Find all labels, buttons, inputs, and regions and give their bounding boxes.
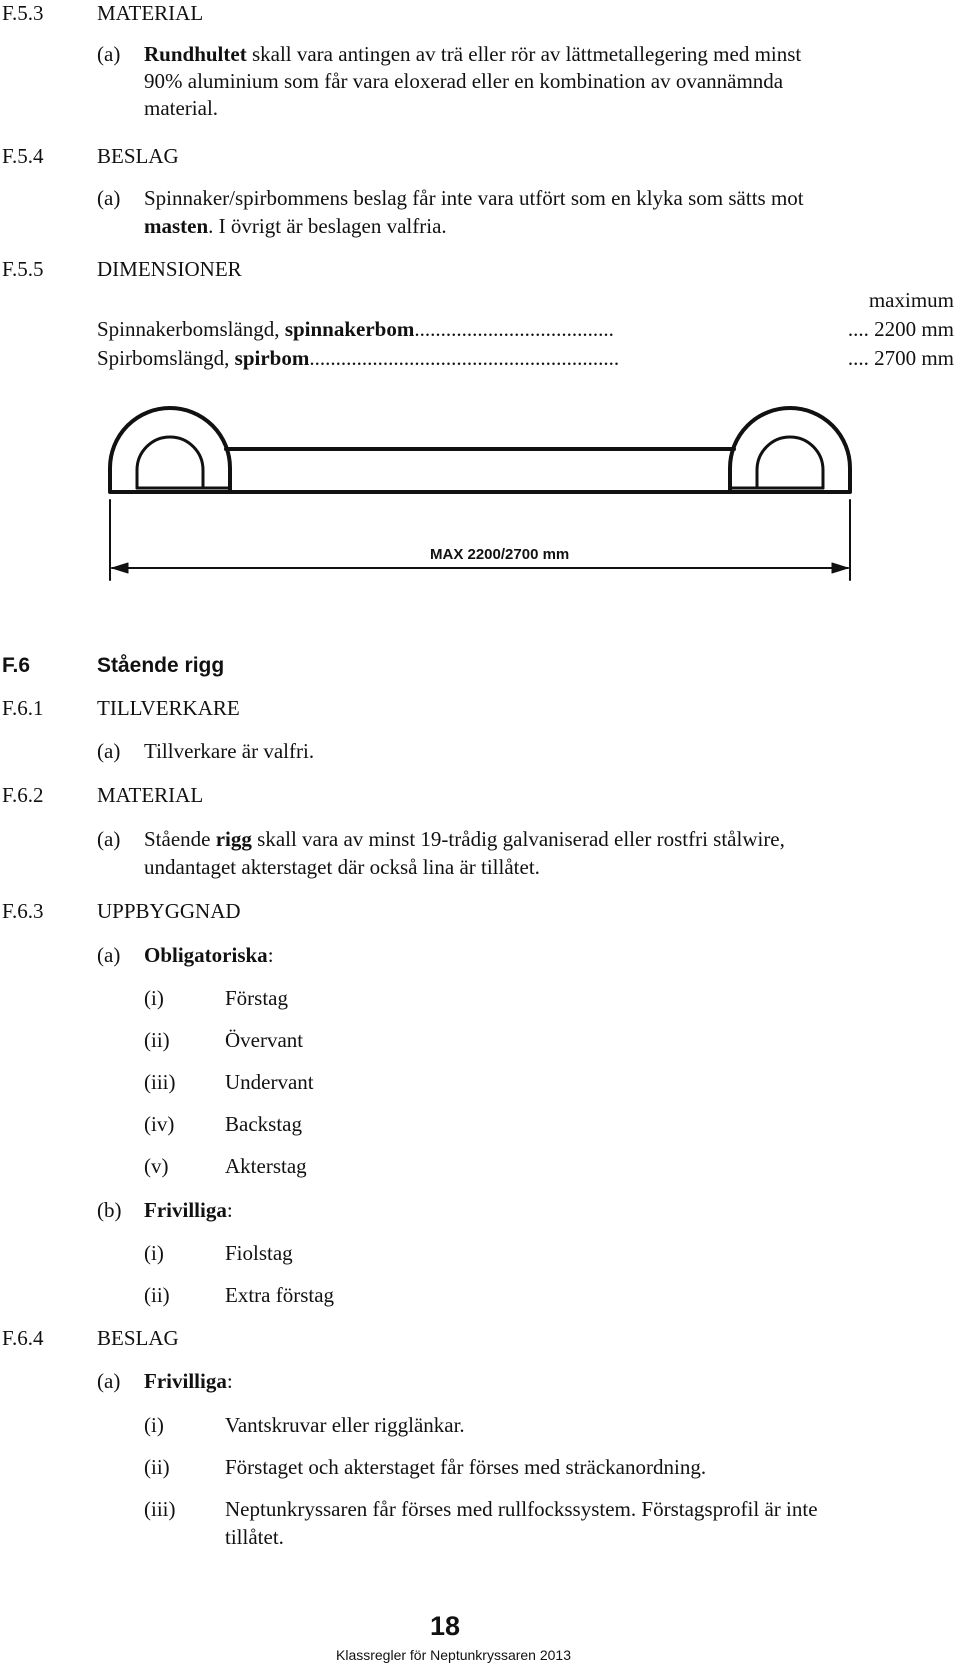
bold-term: masten: [144, 214, 209, 238]
item-label: (a): [97, 827, 121, 851]
list-item-number: (v): [144, 1154, 169, 1178]
chapter-number-f6: F.6: [2, 654, 31, 677]
dimension-label: MAX 2200/2700 mm: [430, 546, 570, 563]
paragraph-f62a-line1: [144, 826, 785, 852]
section-title-f61: TILLVERKARE: [97, 696, 240, 720]
list-item: Förstaget och akterstaget får förses med sträckanordning.: [225, 1455, 707, 1479]
section-number-f55: F.5.5: [2, 257, 44, 281]
item-label: (a): [97, 739, 121, 763]
list-item-number: (i): [144, 986, 164, 1010]
text-run: Stående: [144, 827, 216, 851]
chapter-title-f6: Stående rigg: [97, 654, 225, 677]
list-item: Neptunkryssaren får förses med rullfockssystem. Förstagsprofil är inte: [225, 1497, 818, 1521]
dimension-value-spinnakerbom: .... 2200 mm: [847, 317, 954, 341]
section-title-f64: BESLAG: [97, 1326, 179, 1350]
paragraph-f54a-line1: Spinnaker/spirbommens beslag får inte vara utfört som en klyka som sätts mot: [144, 186, 804, 210]
left-fitting-inner: [137, 437, 203, 488]
list-item-number: (ii): [144, 1028, 170, 1052]
list-item-number: (iii): [144, 1497, 176, 1521]
dimension-arrow-left: [112, 563, 128, 573]
list-item-number: (iii): [144, 1070, 176, 1094]
column-header-maximum: maximum: [868, 288, 954, 312]
paragraph-f53a-line3: material.: [144, 96, 219, 120]
footer-caption: Klassregler för Neptunkryssaren 2013: [336, 1647, 572, 1663]
bold-term: Frivilliga: [144, 1369, 227, 1393]
item-label: (a): [97, 1369, 121, 1393]
section-number-f53: F.5.3: [2, 1, 44, 25]
right-fitting-inner: [757, 437, 823, 488]
list-item-number: (ii): [144, 1283, 170, 1307]
bold-term: Rundhultet: [144, 42, 247, 66]
colon: :: [226, 1198, 233, 1222]
item-label: (b): [97, 1198, 122, 1222]
list-item: Övervant: [225, 1028, 304, 1052]
paragraph-f53a-line2: 90% aluminium som får vara eloxerad eller en kombination av ovannämnda: [144, 69, 784, 93]
list-item: Vantskruvar eller rigglänkar.: [225, 1413, 465, 1437]
section-title-f55: DIMENSIONER: [97, 257, 242, 281]
text-run: skall vara antingen av trä eller rör av lättmetallegering med minst: [246, 42, 802, 66]
row-label: Spinnakerbomslängd,: [97, 317, 285, 341]
section-number-f62: F.6.2: [2, 783, 44, 807]
section-number-f63: F.6.3: [2, 899, 44, 923]
page-number: 18: [430, 1611, 461, 1641]
list-item: Backstag: [225, 1112, 302, 1136]
section-title-f63: UPPBYGGNAD: [97, 899, 241, 923]
section-title-f54: BESLAG: [97, 144, 179, 168]
text-run: . I övrigt är beslagen valfria.: [208, 214, 447, 238]
bold-term: Obligatoriska: [144, 943, 268, 967]
row-label: Spirbomslängd,: [97, 346, 235, 370]
section-number-f61: F.6.1: [2, 696, 44, 720]
leader-dots: ...........................................................: [309, 346, 620, 370]
list-item: Fiolstag: [225, 1241, 293, 1265]
row-term: spirbom: [234, 346, 310, 370]
item-label: (a): [97, 943, 121, 967]
list-item: Akterstag: [225, 1154, 307, 1178]
dimension-arrow-right: [832, 563, 848, 573]
bold-term: rigg: [215, 827, 252, 851]
colon: :: [226, 1369, 233, 1393]
list-item-number: (ii): [144, 1455, 170, 1479]
subheading-obligatoriska: [144, 942, 274, 968]
left-fitting-outer: [110, 408, 230, 492]
list-item: Extra förstag: [225, 1283, 335, 1307]
section-number-f64: F.6.4: [2, 1326, 44, 1350]
paragraph-f62a-line2: undantaget akterstaget där också lina är tillåtet.: [144, 855, 540, 879]
leader-dots: ......................................: [414, 317, 614, 341]
subheading-frivilliga: [144, 1368, 233, 1394]
list-item-number: (i): [144, 1413, 164, 1437]
item-label: (a): [97, 186, 121, 210]
subheading-frivilliga: [144, 1197, 233, 1223]
list-item-number: (i): [144, 1241, 164, 1265]
list-item-number: (iv): [144, 1112, 175, 1136]
paragraph-f61a: Tillverkare är valfri.: [144, 739, 315, 763]
row-term: spinnakerbom: [284, 317, 415, 341]
bold-term: Frivilliga: [144, 1198, 227, 1222]
text-run: skall vara av minst 19-trådig galvaniserad eller rostfri stålwire,: [251, 827, 785, 851]
right-fitting-outer: [730, 408, 850, 492]
section-title-f62: MATERIAL: [97, 783, 204, 807]
colon: :: [267, 943, 274, 967]
item-label: (a): [97, 42, 121, 66]
list-item: Förstag: [225, 986, 288, 1010]
list-item: Undervant: [225, 1070, 314, 1094]
list-item-continuation: tillåtet.: [225, 1525, 284, 1549]
section-number-f54: F.5.4: [2, 144, 44, 168]
section-title-f53: MATERIAL: [97, 1, 204, 25]
dimension-value-spirbom: .... 2700 mm: [847, 346, 954, 370]
